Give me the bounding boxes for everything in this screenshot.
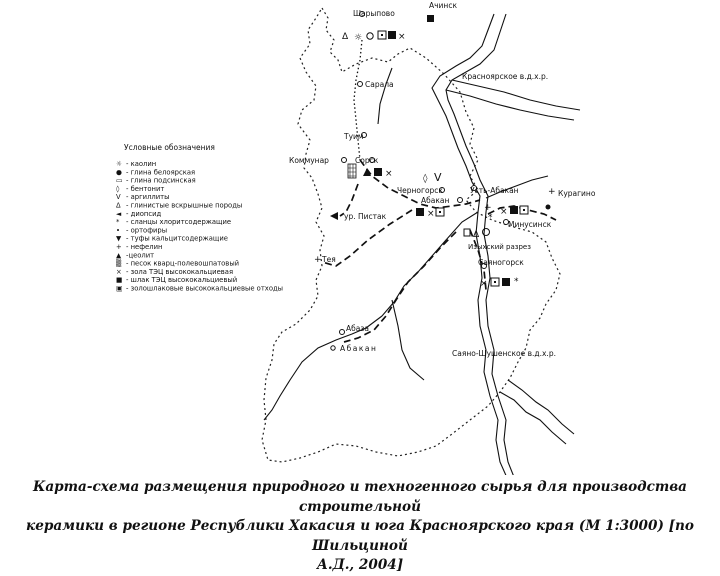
legend-row [116,259,239,268]
legend-label: - туфы кальцитсодержащие [126,234,228,243]
svg-text:Усть-Абакан: Усть-Абакан [470,186,519,195]
town-sorsk [355,156,379,165]
legend-label: - диопсид [126,209,162,218]
hatched-square-icon: ▒ [116,259,122,268]
svg-text:Ачинск: Ачинск [429,1,457,10]
triangle-filled-icon: ▲ [116,251,122,260]
svg-text:Изыхский разрез: Изыхский разрез [468,243,531,251]
town-tea [314,255,336,265]
rectangle-icon: ▭ [116,176,123,185]
legend-row [116,243,162,251]
town-abaza [340,324,369,335]
svg-text:Коммунар: Коммунар [289,156,329,165]
svg-text:Δ: Δ [342,32,349,42]
legend-row [116,268,233,276]
svg-text:*: * [514,277,519,287]
cross-icon: × [116,267,122,276]
reservoir-krasnoyarsk-arm [446,90,574,120]
reservoir-sayano-shushenskoe2 [508,380,574,434]
legend-label: -цеолит [126,251,155,260]
legend-label: - сланцы хлоритсодержащие [126,218,232,227]
svg-text:+: + [548,187,556,197]
svg-text:Сорск: Сорск [355,156,379,165]
town-achinsk [427,1,457,22]
svg-text:Туим: Туим [344,132,364,141]
sun-icon: ☼ [116,160,123,168]
label-abakan-area: Абакан [340,344,378,353]
reservoir-krasnoyarsk-arm2 [452,80,580,110]
legend-label: - аргиллиты [126,193,170,202]
river-minor-north [378,68,392,124]
town-minusinsk [504,220,552,230]
town-chernogorsk [397,186,445,195]
svg-text:Шарыпово: Шарыпово [353,9,395,18]
svg-text:Сарала: Сарала [365,80,394,89]
filled-square-icon: ■ [116,276,123,285]
dot-icon: • [116,226,121,235]
legend-label: - глинистые вскрышные породы [126,201,243,210]
legend-label: - шлак ТЭЦ высококальциевый [126,276,238,285]
arrow-left-icon: ◄ [116,209,122,218]
triangle-outline-icon: Δ [116,201,121,210]
svg-text:Абакан: Абакан [421,196,450,205]
label-sayano-shushenskoe-reservoir: Саяно-Шушенское в.д.х.р. [452,349,556,358]
svg-text:Курагино: Курагино [558,189,596,198]
legend-row [116,235,228,243]
caption-line-2: керамики в регионе Республики Хакасия и юга Красноярского края (М 1:3000) [по Шильциной [26,518,694,554]
legend-row [116,276,237,284]
town-sharypovo [353,9,395,18]
symbols-sharypovo [342,31,406,43]
legend-label: - глина подсинская [126,176,196,185]
dotted-square-icon: ▣ [116,284,123,293]
legend-label: - бентонит [126,184,165,193]
town-ust-abakan [470,186,519,196]
railway-north [354,40,362,160]
triangle-down-icon: ▼ [116,234,122,243]
svg-text:×: × [427,209,435,219]
svg-text:×: × [500,207,508,217]
legend-row [116,251,154,259]
v-icon: V [116,193,121,202]
svg-text:Саяногорск: Саяногорск [478,258,524,267]
caption-line-3: А.Д., 2004] [316,557,404,573]
town-abakan [421,196,463,205]
symbols-abakan [416,208,444,219]
svg-text:*: * [488,213,493,223]
legend-row [116,168,195,176]
legend-label: - нефелин [126,243,163,251]
svg-text:+: + [484,203,492,213]
symbols-sayanogorsk [480,277,519,289]
river-minor-sw [392,300,424,380]
svg-text:×: × [398,32,406,42]
legend-row [116,202,242,210]
legend [116,143,283,293]
svg-text:Тея: Тея [322,255,336,264]
legend-row [116,185,164,193]
town-sayanogorsk [478,258,524,269]
svg-text:Минусинск: Минусинск [508,220,552,229]
legend-row [116,160,156,168]
town-sarala [358,80,394,89]
legend-label: - песок кварц-полевошпатовый [126,259,240,268]
ring-icon: ● [116,168,122,177]
place-izykh [464,229,531,252]
svg-text:×: × [385,169,393,179]
svg-text:☼: ☼ [354,33,363,43]
place-pistak [330,212,387,221]
legend-title: Условные обозначения [124,143,215,152]
legend-row [116,218,231,226]
town-tuim [343,132,367,141]
legend-row [116,226,167,234]
legend-row [116,177,196,185]
symbols-sorsk [348,164,393,179]
svg-text:ур. Пистак: ур. Пистак [344,212,387,221]
legend-row [116,285,283,293]
town-kommunar [289,156,347,165]
symbols-minusinsk [500,206,528,217]
plus-icon: + [116,243,122,251]
svg-text:×: × [480,279,488,289]
town-kuragino [546,187,596,210]
svg-text:Δ: Δ [473,230,480,240]
label-krasnoyarsk-reservoir: Красноярское в.д.х.р. [462,72,549,81]
legend-label: - каолин [126,160,157,168]
svg-text:Черногорск: Черногорск [397,186,443,195]
legend-label: - золошлаковые высококальциевые отходы [126,284,284,293]
svg-text:V: V [434,171,442,184]
svg-text:+: + [314,255,322,265]
legend-row [116,193,170,201]
caption [10,478,710,576]
symbols-bentonite-argillite [423,171,442,184]
diamond-icon: ◊ [116,184,120,193]
svg-text:◊: ◊ [423,174,428,184]
legend-label: - ортофиры [126,226,168,235]
legend-label: - зола ТЭЦ высококальциевая [126,267,234,276]
legend-label: - глина белоярская [126,168,196,177]
svg-text:Абаза: Абаза [346,324,369,333]
asterisk-icon: * [116,218,120,227]
caption-line-1: Карта-схема размещения природного и техногенного сырья для производства строительной [32,479,687,515]
legend-row [116,210,161,218]
